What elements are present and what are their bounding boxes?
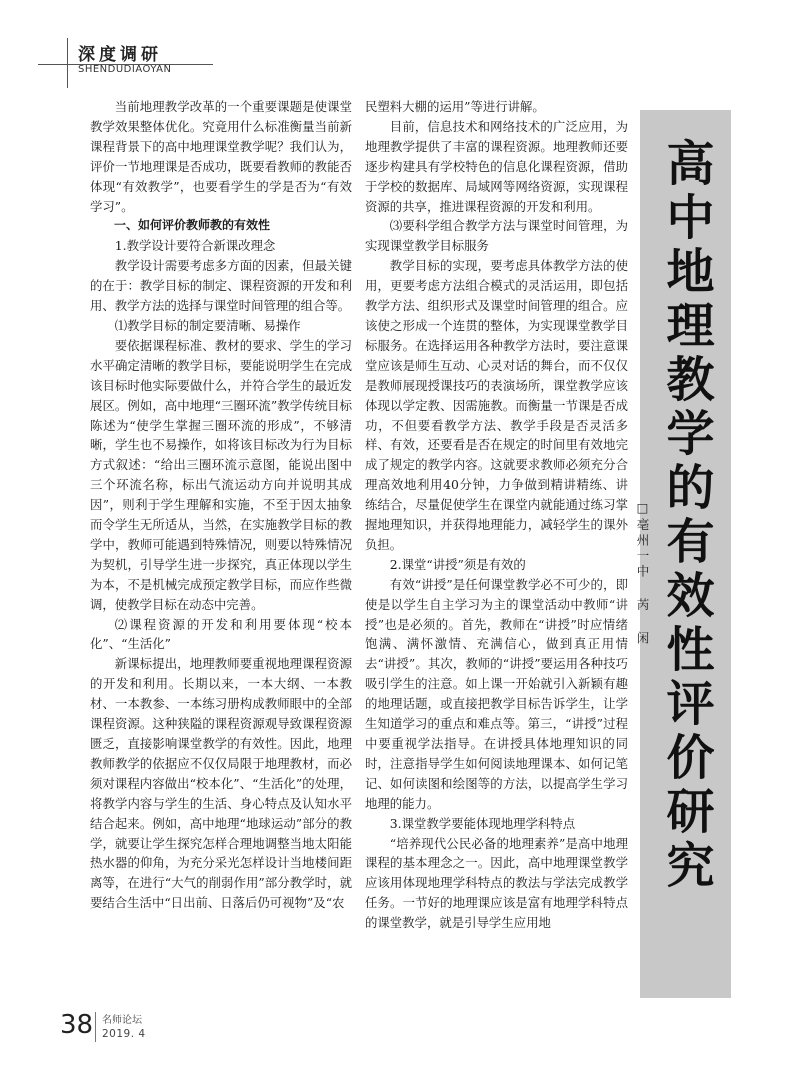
paragraph: 有效“讲授”是任何课堂教学必不可少的，即使是以学生自主学习为主的课堂活动中教师“讲授”也是必须的。首先，教师在“讲授”时应情绪饱满、满怀激情、充满信心，做到真正用情去“讲授”。其次，教师的“讲授”要运用各种技巧吸引学生的注意。如上课一开始就引入新颖有趣的地理话题，或直接把教学目标告诉学生，让学生知道学习的重点和难点等。第三，“讲授”过程中要重视学法指导。在讲授具体地理知识的同时，注意指导学生如何阅读地理课本、如何记笔记、如何读图和绘图等的方法，以提高学生学习地理的能力。 (365, 576, 628, 811)
section-heading: 一、如何评价教师教的有效性 (114, 218, 271, 233)
subsection-heading: ⑶要科学组合教学方法与课堂时间管理，为实现课堂教学目标服务 (365, 218, 628, 254)
section-title: 深度调研 (78, 45, 162, 65)
issue-number: 2019. 4 (102, 1028, 146, 1040)
paragraph: 教学目标的实现，要考虑具体教学方法的使用，更要考虑方法组合模式的灵活运用，即包括教学方法、组织形式及课堂时间管理的组合。应该使之形成一个连贯的整体，为实现课堂教学目标服务。在选择运用各种教学方法时，要注意课堂应该是师生互动、心灵对话的舞台，而不仅仅是教师展现授课技巧的表演场所，课堂教学应该体现以学定教、因需施教。而衡量一节课是否成功，不但要看教学方法、教学手段是否灵活多样、有效，还要看是否在规定的时间里有效地完成了规定的教学内容。这就要求教师必须充分合理高效地利用40分钟，力争做到精讲精练、讲练结合，尽量促使学生在课堂内就能通过练习掌握地理知识，并获得地理能力，减轻学生的课外负担。 (365, 258, 628, 552)
paragraph: 当前地理教学改革的一个重要课题是使课堂教学效果整体优化。究竟用什么标准衡量当前新课程背景下的高中地理课堂教学呢？我们认为，评价一节地理课是否成功，既要看教师的教能否体现“有效教学”，也要看学生的学是否为“有效学习”。 (90, 99, 352, 214)
footer-rule (95, 1012, 96, 1042)
paragraph: 教学设计需要考虑多方面的因素，但最关键的在于：教学目标的制定、课程资源的开发和利用、教学方法的选择与课堂时间管理的组合等。 (90, 258, 352, 314)
left-text-column (90, 97, 352, 913)
article-author: □亳州一中 芮 闲 (635, 500, 650, 647)
page-number: 38 (60, 1010, 94, 1040)
paragraph: 要依据课程标准、教材的要求、学生的学习水平确定清晰的教学目标，要能说明学生在完成该目标时他实际要做什么，并符合学生的最近发展区。例如，高中地理“三圈环流”教学传统目标陈述为“使学生掌握三圈环流的形成”，不够清晰，学生也不易操作，如将该目标改为行为目标方式叙述：“给出三圈环流示意图，能说出图中三个环流名称，标出气流运动方向并说明其成因”，则利于学生理解和实施，不至于因太抽象而令学生无所适从，当然，在实施教学目标的教学中，教师可能遇到特殊情况，则要以特殊情况为契机，引导学生进一步探究，真正体现以学生为本，不是机械完成预定教学目标，而应作些微调，使教学目标在动态中完善。 (90, 337, 352, 612)
paragraph: “培养现代公民必备的地理素养”是高中地理课程的基本理念之一。因此，高中地理课堂教学应该用体现地理学科特点的教法与学法完成教学任务。一节好的地理课应该是富有地理学科特点的课堂教学，就是引导学生应用地 (365, 835, 628, 931)
subsection-heading: 2.课堂“讲授”须是有效的 (389, 556, 526, 572)
magazine-name: 名师论坛 (102, 1015, 142, 1026)
paragraph: 民塑料大棚的运用”等进行讲解。 (365, 99, 545, 114)
section-pinyin: SHENDUDIAOYAN (78, 64, 172, 75)
subsection-heading: 1.教学设计要符合新课改理念 (114, 238, 276, 254)
article-title: 高中地理教学的有效性评价研究 (658, 138, 714, 894)
paragraph: 目前，信息技术和网络技术的广泛应用，为地理教学提供了丰富的课程资源。地理教师还要逐步构建具有学校特色的信息化课程资源，借助于学校的数据库、局域网等网络资源，实现课程资源的共享，推进课程资源的开发和利用。 (365, 118, 628, 214)
header-vertical-rule (67, 38, 68, 88)
subsection-heading: 3.课堂教学要能体现地理学科特点 (389, 815, 576, 831)
subsection-heading: ⑵课程资源的开发和利用要体现“校本化”、“生活化” (90, 616, 352, 652)
paragraph: 新课标提出，地理教师要重视地理课程资源的开发和利用。长期以来，一本大纲、一本教材、一本教参、一本练习册构成教师眼中的全部课程资源。这种狭隘的课程资源观导致课程资源匮乏，直接影响课堂教学的有效性。因此，地理教师教学的依据应不仅仅局限于地理教材，而必须对课程内容做出“校本化”、“生活化”的处理，将教学内容与学生的生活、身心特点及认知水平结合起来。例如，高中地理“地球运动”部分的教学，就要让学生探究怎样合理地调整当地太阳能热水器的仰角，为充分采光怎样设计当地楼间距离等，在进行“大气的削弱作用”部分教学时，就要结合生活中“日出前、日落后仍可视物”及“农 (90, 656, 352, 911)
subsection-heading: ⑴教学目标的制定要清晰、易操作 (114, 317, 301, 333)
right-text-column (365, 97, 628, 933)
